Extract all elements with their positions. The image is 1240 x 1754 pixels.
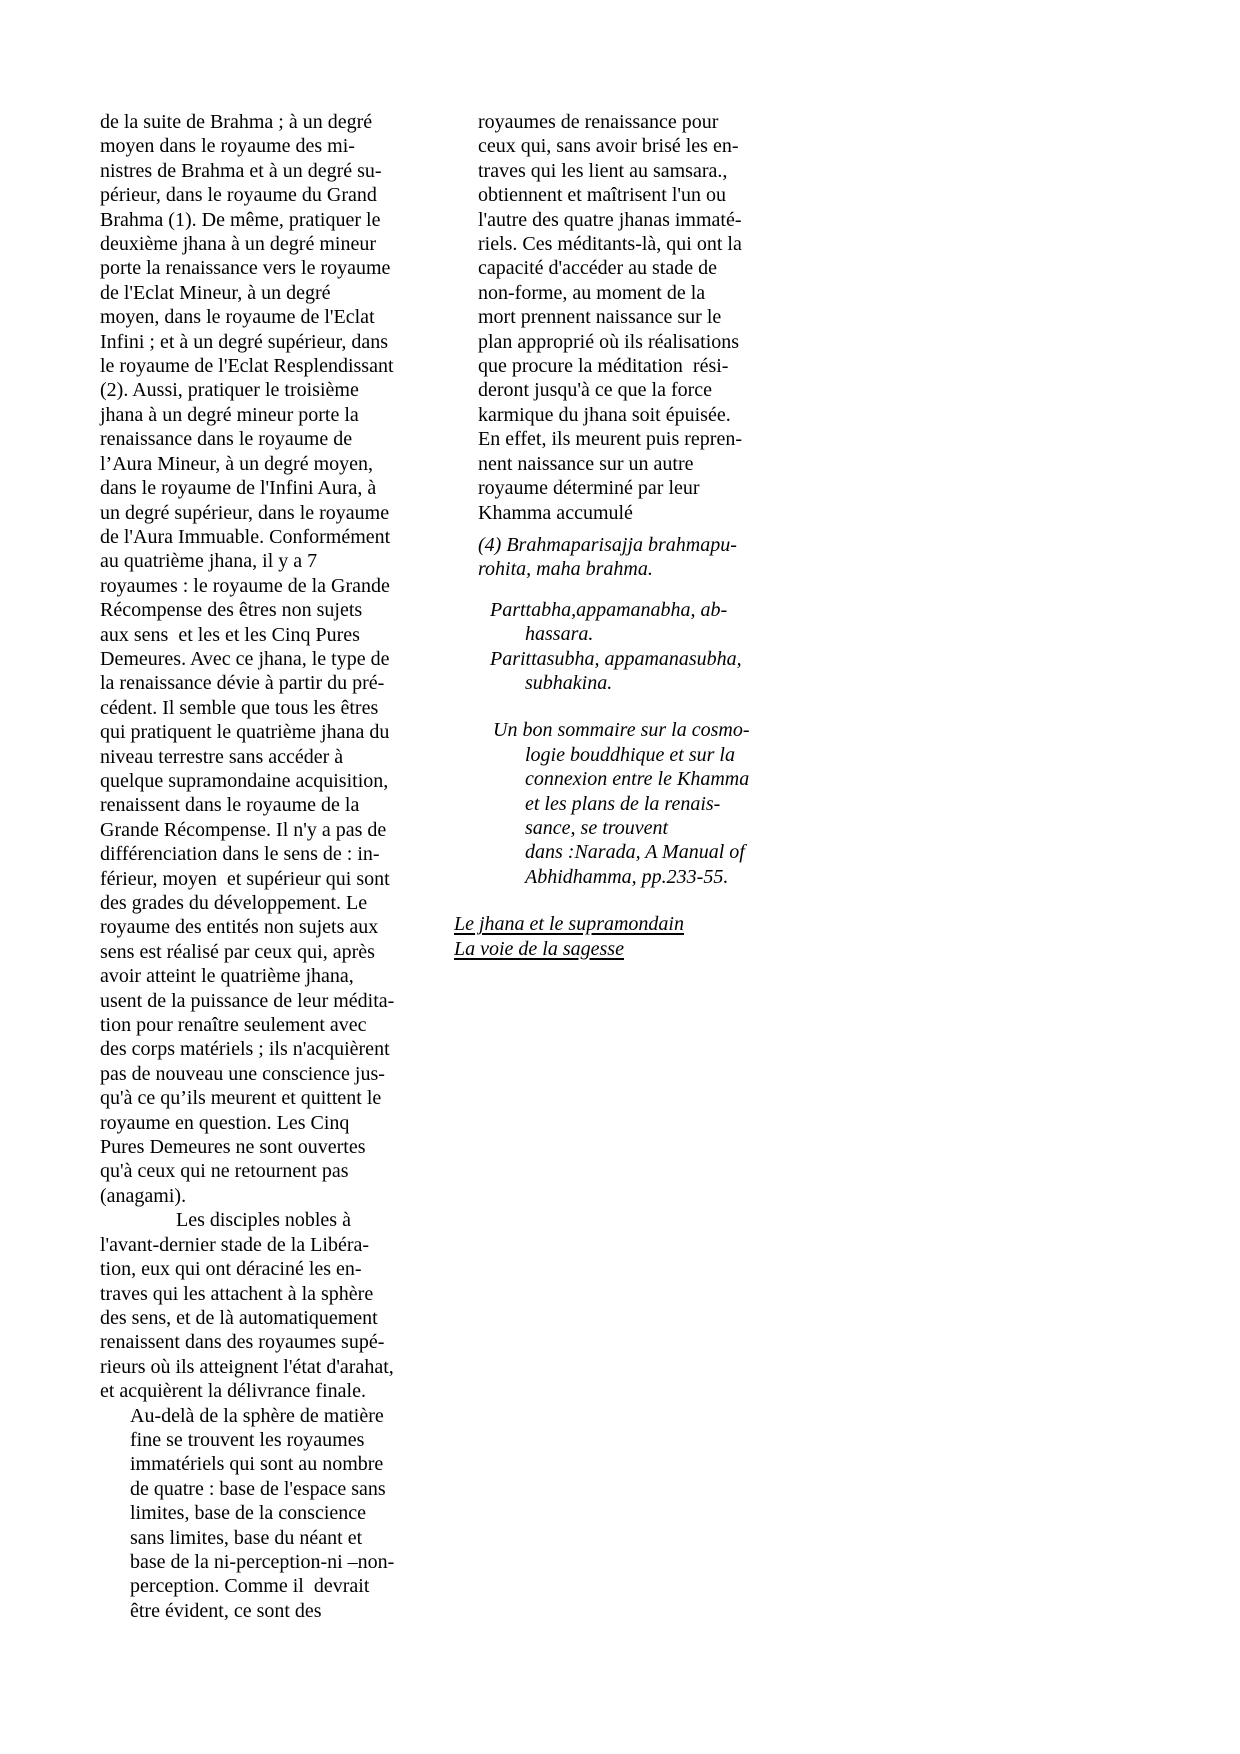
text-line: royaume en question. Les Cinq (100, 1111, 350, 1134)
text-line: sance, se trouvent (525, 816, 669, 839)
text-line: Khamma accumulé (478, 501, 633, 524)
text-line: de l'Aura Immuable. Conformément (100, 525, 391, 548)
text-line: renaissent dans le royaume de la (100, 794, 360, 817)
text-line: Récompense des êtres non sujets (100, 599, 363, 622)
text-line: karmique du jhana soit épuisée. (478, 403, 731, 426)
text-line: qu'à ce qu’ils meurent et quittent le (100, 1087, 382, 1110)
text-line: traves qui les attachent à la sphère (100, 1282, 374, 1305)
text-line: la renaissance dévie à partir du pré- (100, 672, 385, 695)
paragraph-flow (100, 110, 452, 1208)
text-line: de la suite de Brahma ; à un degré (100, 111, 373, 133)
text-line: usent de la puissance de leur médita- (100, 989, 395, 1012)
right-column (454, 110, 834, 961)
text-line: limites, base de la conscience (130, 1502, 367, 1525)
text-line: (2). Aussi, pratiquer le troisième (100, 379, 359, 402)
text-line: le royaume de l'Eclat Resplendissant (100, 355, 394, 378)
text-line: Abhidhamma, pp.233-55. (525, 865, 729, 888)
text-line: royaumes de renaissance pour (478, 111, 719, 133)
text-line: logie bouddhique et sur la (525, 743, 735, 766)
text-line: sens est réalisé par ceux qui, après (100, 940, 375, 963)
text-line: et les plans de la renais- (525, 792, 721, 815)
text-line: férieur, moyen et supérieur qui sont (100, 867, 390, 890)
text-line: porte la renaissance vers le royaume (100, 257, 391, 280)
text-line: cédent. Il semble que tous les êtres (100, 696, 379, 719)
text-line: Le jhana et le supramondain (454, 913, 684, 936)
text-line: Parttabha,appamanabha, ab- (490, 598, 728, 621)
text-line: plan approprié où ils réalisations (478, 330, 740, 353)
text-line: sans limites, base du néant et (130, 1526, 363, 1549)
text-line: La voie de la sagesse (454, 937, 624, 960)
text-line: l'autre des quatre jhanas immaté- (478, 208, 742, 231)
text-line: moyen, dans le royaume de l'Eclat (100, 306, 375, 329)
text-line: (anagami). (100, 1184, 187, 1207)
text-line: non-forme, au moment de la (478, 281, 706, 304)
text-line: Brahma (1). De même, pratiquer le (100, 208, 381, 231)
paragraph-heading (454, 912, 834, 961)
text-line: l'avant-dernier stade de la Libéra- (100, 1233, 370, 1256)
text-line: En effet, ils meurent puis repren- (478, 428, 742, 451)
text-line: Demeures. Avec ce jhana, le type de (100, 647, 390, 670)
text-line: royaumes : le royaume de la Grande (100, 574, 390, 597)
text-line: tion, eux qui ont déraciné les en- (100, 1258, 362, 1281)
text-line: être évident, ce sont des (130, 1599, 322, 1622)
text-line: au quatrième jhana, il y a 7 (100, 550, 318, 573)
paragraph-block-indent (100, 1404, 452, 1624)
text-line: rohita, maha brahma. (478, 558, 653, 581)
text-line: pas de nouveau une conscience jus- (100, 1062, 385, 1085)
text-line: ceux qui, sans avoir brisé les en- (478, 135, 739, 158)
text-line: perception. Comme il devrait (130, 1575, 370, 1598)
text-line: traves qui les lient au samsara., (478, 159, 728, 182)
text-line: un degré supérieur, dans le royaume (100, 501, 390, 524)
left-column (100, 110, 452, 1623)
text-line: fine se trouvent les royaumes (130, 1428, 365, 1451)
text-line: dans le royaume de l'Infini Aura, à (100, 477, 377, 500)
text-line: royaume des entités non sujets aux (100, 916, 379, 939)
text-line: hassara. (525, 623, 594, 646)
text-line: Parittasubha, appamanasubha, (490, 647, 742, 670)
text-line: Pures Demeures ne sont ouvertes (100, 1136, 366, 1159)
text-line: aux sens et les et les Cinq Pures (100, 623, 360, 646)
text-line: Infini ; et à un degré supérieur, dans (100, 330, 388, 353)
text-line: base de la ni-perception-ni –non- (130, 1550, 395, 1573)
text-line: deront jusqu'à ce que la force (478, 379, 713, 402)
text-line: dans :Narada, A Manual of (525, 841, 745, 864)
text-line: avoir atteint le quatrième jhana, (100, 965, 354, 988)
text-line: capacité d'accéder au stade de (478, 257, 717, 280)
text-line: que procure la méditation rési- (478, 355, 729, 378)
text-line: royaume déterminé par leur (478, 477, 700, 500)
text-line: Grande Récompense. Il n'y a pas de (100, 818, 387, 841)
text-line: et acquièrent la délivrance finale. (100, 1380, 366, 1403)
text-line: des sens, et de là automatiquement (100, 1306, 378, 1329)
text-line: quelque supramondaine acquisition, (100, 769, 389, 792)
text-line: périeur, dans le royaume du Grand (100, 184, 377, 207)
text-line: mort prennent naissance sur le (478, 306, 722, 329)
text-line: immatériels qui sont au nombre (130, 1453, 384, 1476)
text-line: de l'Eclat Mineur, à un degré (100, 281, 331, 304)
text-line: subhakina. (525, 671, 613, 694)
text-line: différenciation dans le sens de : in- (100, 843, 380, 866)
text-line: nistres de Brahma et à un degré su- (100, 159, 382, 182)
text-line: Au-delà de la sphère de matière (130, 1404, 384, 1427)
text-line: connexion entre le Khamma (525, 768, 750, 791)
text-line: qui pratiquent le quatrième jhana du (100, 721, 390, 744)
text-line: l’Aura Mineur, à un degré moyen, (100, 452, 373, 475)
text-line: des corps matériels ; ils n'acquièrent (100, 1038, 390, 1061)
text-line: deuxième jhana à un degré mineur (100, 233, 376, 256)
text-line: de quatre : base de l'espace sans (130, 1477, 386, 1500)
text-line: Un bon sommaire sur la cosmo- (493, 719, 750, 742)
text-line: des grades du développement. Le (100, 892, 368, 914)
paragraph-pali (478, 598, 834, 647)
text-line: renaissent dans des royaumes supé- (100, 1331, 385, 1354)
paragraph-note (478, 718, 834, 889)
text-line: nent naissance sur un autre (478, 452, 694, 475)
text-line: riels. Ces méditants-là, qui ont la (478, 233, 742, 256)
paragraph-pali (478, 647, 834, 696)
text-line: (4) Brahmaparisajja brahmapu- (478, 533, 737, 556)
paragraph-citation (478, 533, 834, 582)
text-line: Les disciples nobles à (176, 1209, 351, 1232)
text-line: obtiennent et maîtrisent l'un ou (478, 184, 726, 207)
text-line: tion pour renaître seulement avec (100, 1014, 367, 1037)
paragraph-flow (478, 110, 834, 525)
text-line: moyen dans le royaume des mi- (100, 135, 355, 158)
paragraph-indent-first (100, 1208, 452, 1403)
text-line: rieurs où ils atteignent l'état d'arahat, (100, 1355, 394, 1378)
text-line: renaissance dans le royaume de (100, 428, 353, 451)
text-line: jhana à un degré mineur porte la (100, 403, 359, 426)
text-line: qu'à ceux qui ne retournent pas (100, 1160, 349, 1183)
text-line: niveau terrestre sans accéder à (100, 745, 344, 768)
